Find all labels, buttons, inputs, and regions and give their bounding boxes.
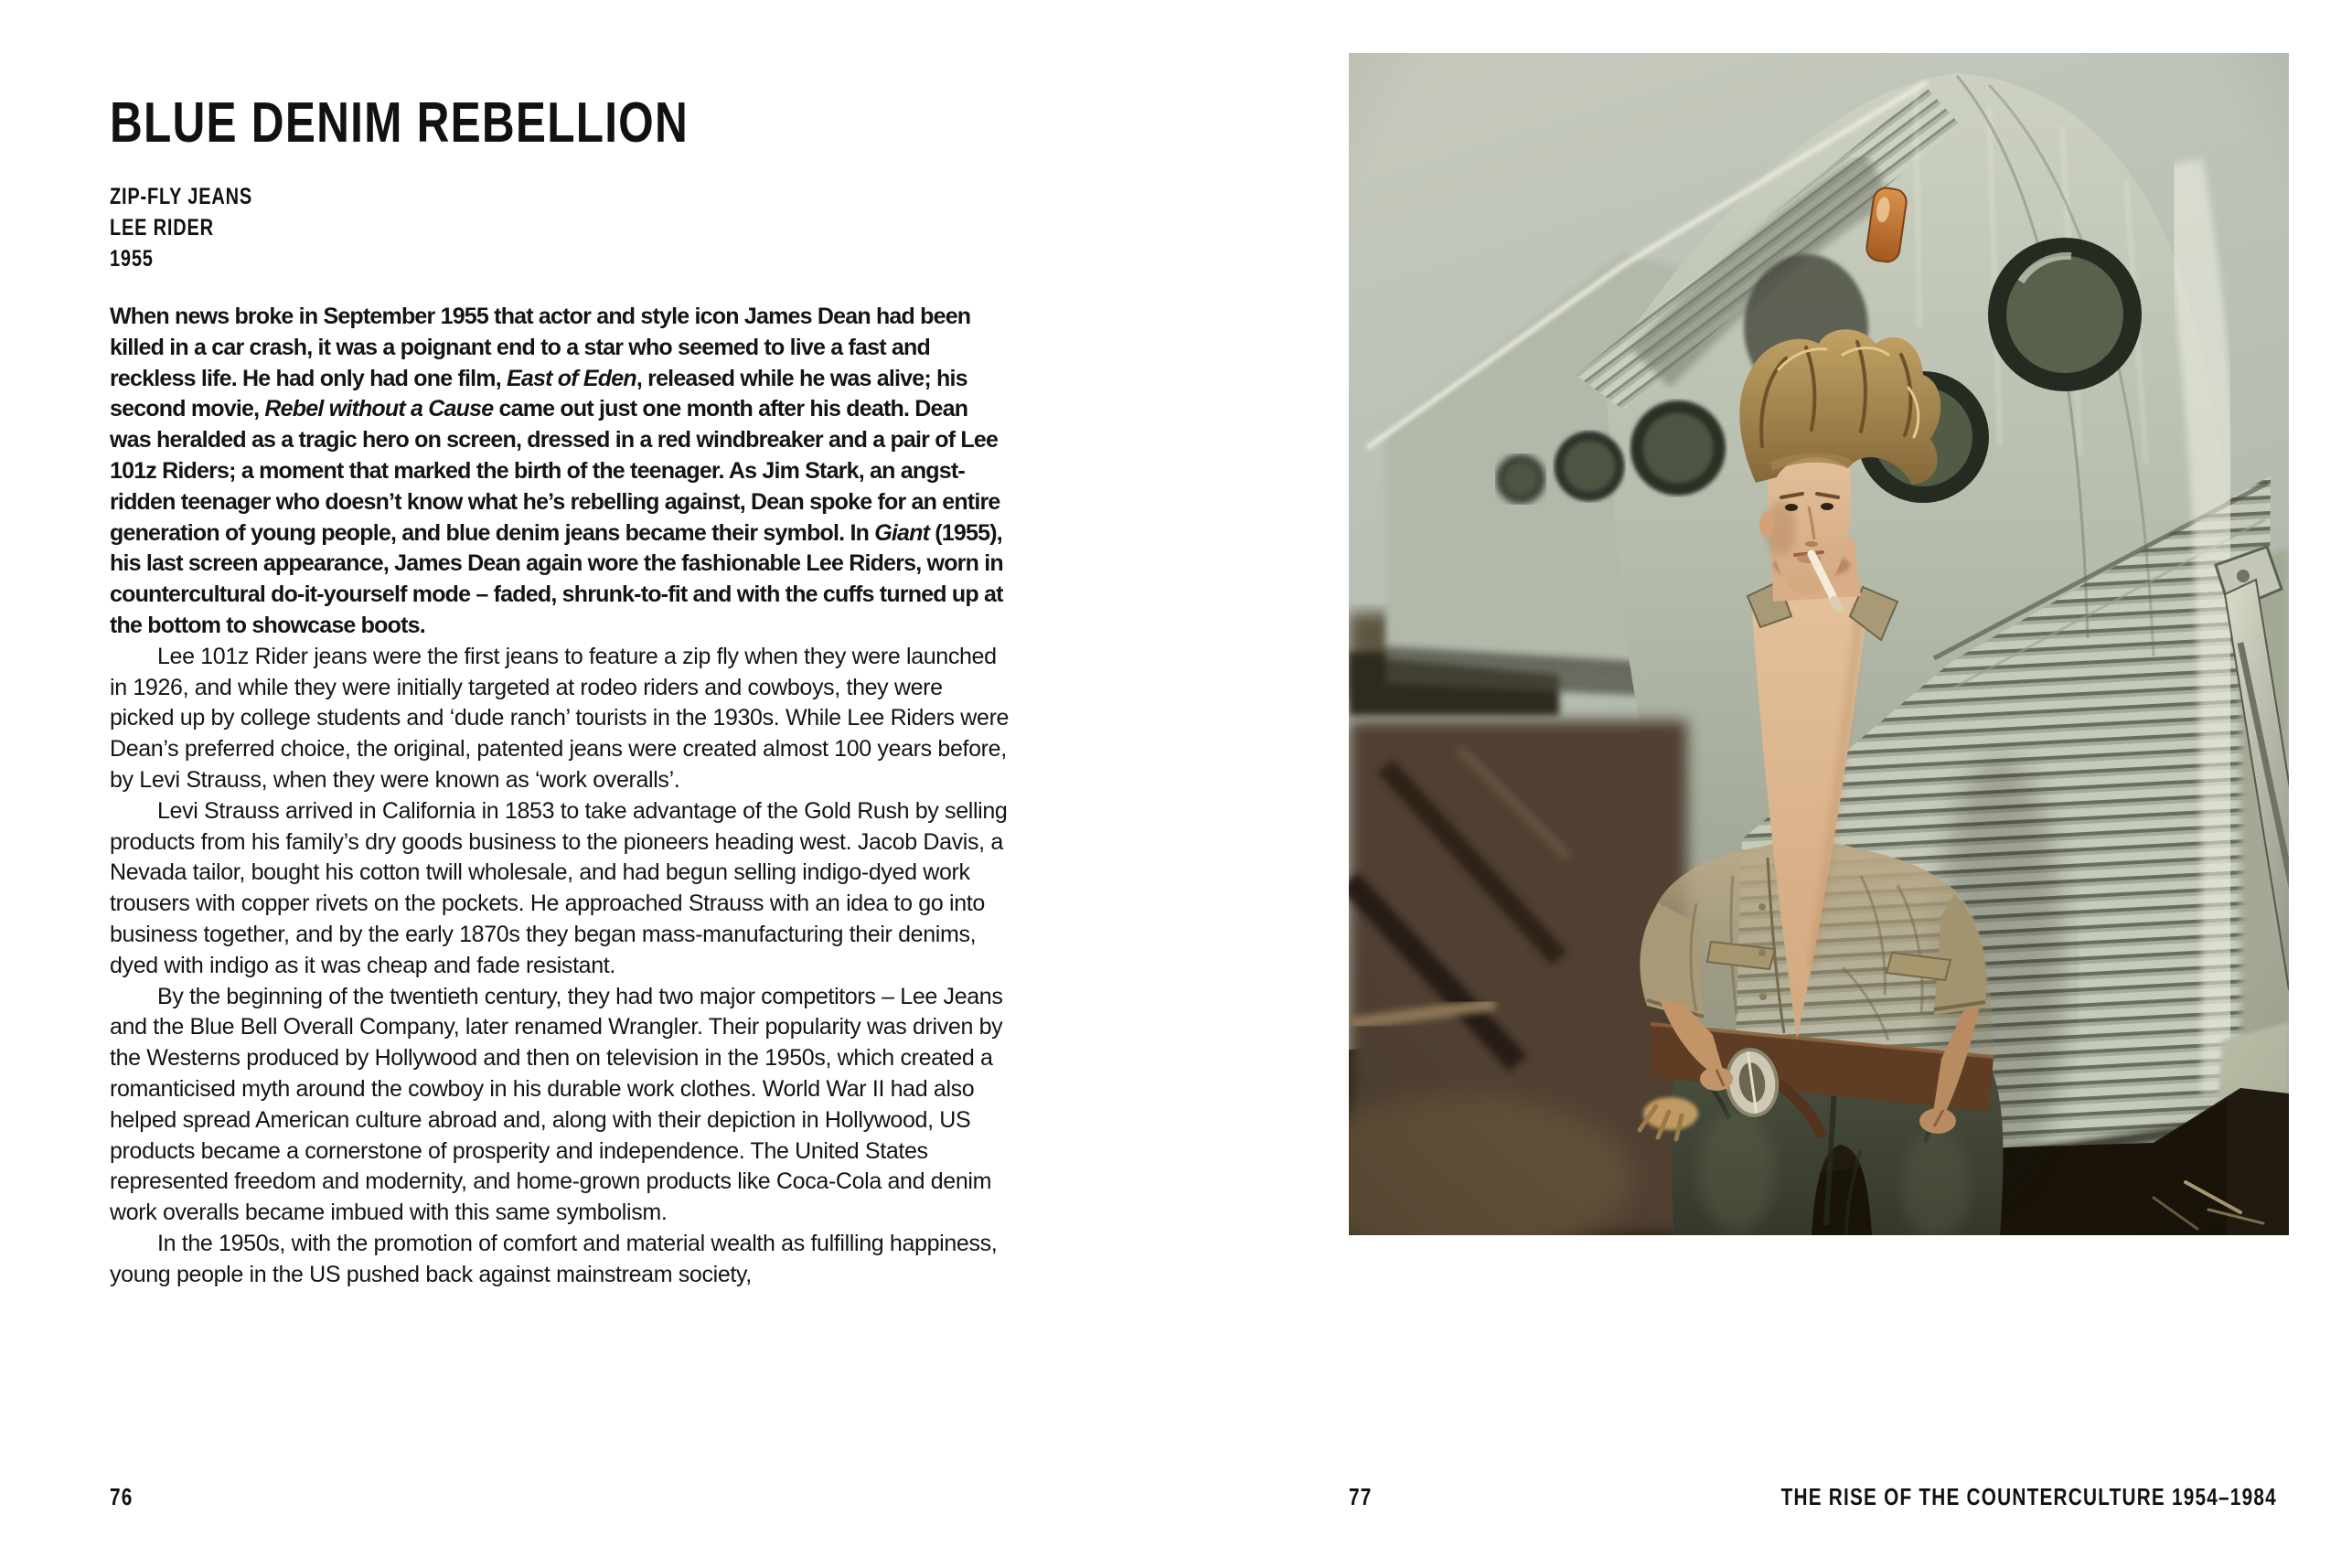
page-number-right: 77: [1349, 1483, 1373, 1510]
subtitle-block: [110, 181, 288, 274]
subtitle-brand: LEE RIDER: [110, 215, 214, 240]
subtitle-item-type: ZIP-FLY JEANS: [110, 184, 252, 209]
subtitle-year: 1955: [110, 246, 154, 272]
paragraph: Lee 101z Rider jeans were the first jeans to feature a zip fly when they were launched in 1926, and while they were initially targeted at rodeo riders and cowboys, they were picked up by college students and ‘dude ranch’ tourists in the 1930s. While Lee Riders were Dean’s preferred choice, the original, patented jeans were created almost 100 years before, by Levi Strauss, when they were known as ‘work overalls’.: [110, 643, 1010, 793]
photo-illustration: [1349, 53, 2289, 1235]
running-title: THE RISE OF THE COUNTERCULTURE 1954–1984: [1780, 1483, 2277, 1510]
page-title: BLUE DENIM REBELLION: [110, 91, 689, 155]
paragraph: By the beginning of the twentieth century, they had two major competitors – Lee Jeans and the Blue Bell Overall Company, later renamed Wrangler. Their popularity was driven by the Westerns produced by Hollywood and then on television in the 1950s, which created a romanticised myth around the cowboy in his durable work clothes. World War II had also helped spread American culture abroad and, along with their depiction in Hollywood, US products became a cornerstone of prosperity and independence. The United States represented freedom and modernity, and home-grown products like Coca-Cola and denim work overalls became imbued with this same symbolism.: [110, 983, 1003, 1226]
paragraph: When news broke in September 1955 that actor and style icon James Dean had been killed in a car crash, it was a poignant end to a star who seemed to live a fast and reckless life. He had only had one film, East of Eden, released while he was alive; his second movie, Rebel without a Cause came out just one month after his death. Dean was heralded as a tragic hero on screen, dressed in a red windbreaker and a pair of Lee 101z Riders; a moment that marked the birth of the teenager. As Jim Stark, an angst-ridden teenager who doesn’t know what he’s rebelling against, Dean spoke for an entire generation of young people, and blue denim jeans became their symbol. In Giant (1955), his last screen appearance, James Dean again wore the fashionable Lee Riders, worn in countercultural do-it-yourself mode – faded, shrunk-to-fit and with the cuffs turned up at the bottom to showcase boots.: [110, 304, 1003, 638]
paragraph: Levi Strauss arrived in California in 1853 to take advantage of the Gold Rush by selling products from his family’s dry goods business to the pioneers heading west. Jacob Davis, a Nevada tailor, bought his cotton twill wholesale, and had begun selling indigo-dyed work trousers with copper rivets on the pockets. He approached Strauss with an idea to go into business together, and by the early 1870s they began mass-manufacturing their denims, dyed with indigo as it was cheap and fade resistant.: [110, 797, 1008, 978]
page-number-left: 76: [110, 1483, 134, 1510]
james-dean-photo: [1349, 53, 2289, 1235]
vignette: [1349, 53, 2289, 1235]
article: [110, 302, 1010, 1291]
paragraph: In the 1950s, with the promotion of comfort and material wealth as fulfilling happiness, young people in the US pushed back against mainstream society,: [110, 1230, 998, 1287]
